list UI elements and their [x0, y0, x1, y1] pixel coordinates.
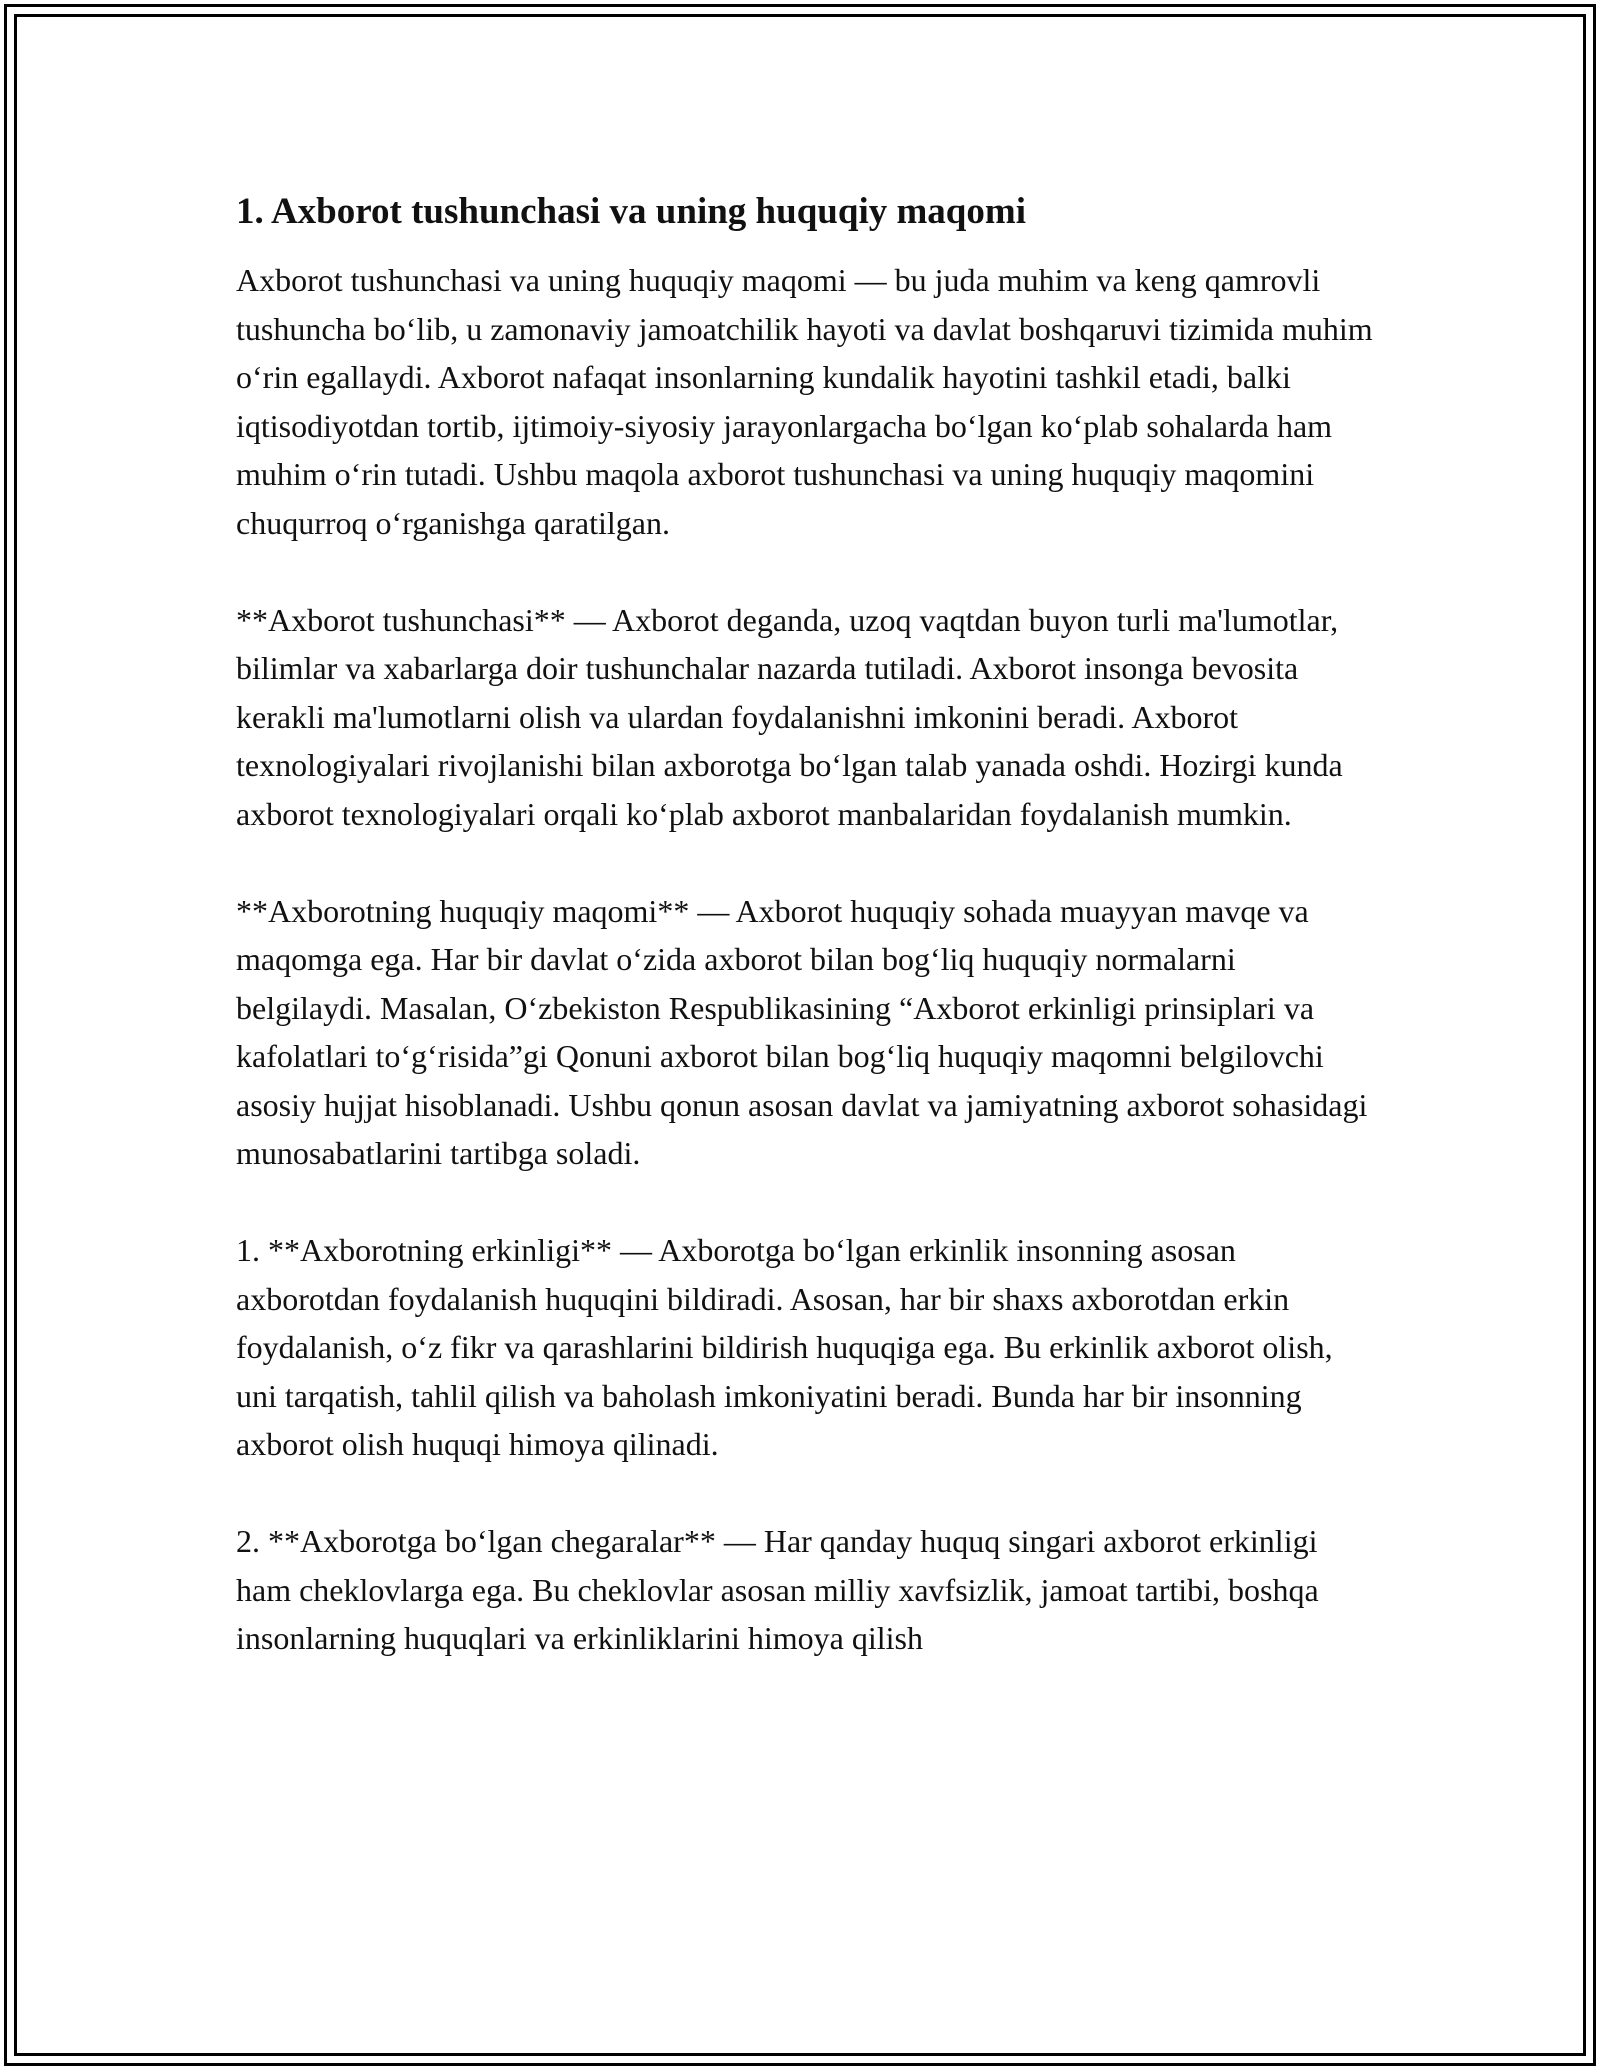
- paragraph-intro: Axborot tushunchasi va uning huquqiy maqomi — bu juda muhim va keng qamrovli tushuncha bo‘lib, u zamonaviy jamoatchilik hayoti va davlat boshqaruvi tizimida muhim o‘rin egallaydi. Axborot nafaqat insonlarning kundalik hayotini tashkil etadi, balki iqtisodiyotdan tortib, ijtimoiy-siyosiy jarayonlargacha bo‘lgan ko‘plab sohalarda ham muhim o‘rin tutadi. Ushbu maqola axborot tushunchasi va uning huquqiy maqomini chuqurroq o‘rganishga qaratilgan.: [236, 262, 1373, 541]
- document-title: 1. Axborot tushunchasi va uning huquqiy maqomi: [236, 191, 1026, 232]
- paragraph-huquqiy-maqomi: **Axborotning huquqiy maqomi** — Axborot huquqiy sohada muayyan mavqe va maqomga ega. Har bir davlat o‘zida axborot bilan bog‘liq huquqiy normalarni belgilaydi. Masalan, O‘zbekiston Respublikasining “Axborot erkinligi prinsiplari va kafolatlari to‘g‘risida”gi Qonuni axborot bilan bog‘liq huquqiy maqomni belgilovchi asosiy hujjat hisoblanadi. Ushbu qonun asosan davlat va jamiyatning axborot sohasidagi munosabatlarini tartibga soladi.: [236, 892, 1368, 1171]
- document-body: [236, 186, 1376, 1663]
- paragraph-axborot-tushunchasi: **Axborot tushunchasi** — Axborot deganda, uzoq vaqtdan buyon turli ma'lumotlar, bilimlar va xabarlarga doir tushunchalar nazarda tutiladi. Axborot insonga bevosita kerakli ma'lumotlarni olish va ulardan foydalanishni imkonini beradi. Axborot texnologiyalari rivojlanishi bilan axborotga bo‘lgan talab yanada oshdi. Hozirgi kunda axborot texnologiyalari orqali ko‘plab axborot manbalaridan foydalanish mumkin.: [236, 601, 1343, 832]
- paragraph-erkinligi: 1. **Axborotning erkinligi** — Axborotga bo‘lgan erkinlik insonning asosan axborotdan foydalanish huquqini bildiradi. Asosan, har bir shaxs axborotdan erkin foydalanish, o‘z fikr va qarashlarini bildirish huquqiga ega. Bu erkinlik axborot olish, uni tarqatish, tahlil qilish va baholash imkoniyatini beradi. Bunda har bir insonning axborot olish huquqi himoya qilinadi.: [236, 1232, 1333, 1462]
- paragraph-chegaralar: 2. **Axborotga bo‘lgan chegaralar** — Har qanday huquq singari axborot erkinligi ham cheklovlarga ega. Bu cheklovlar asosan milliy xavfsizlik, jamoat tartibi, boshqa insonlarning huquqlari va erkinliklarini himoya qilish: [236, 1523, 1319, 1656]
